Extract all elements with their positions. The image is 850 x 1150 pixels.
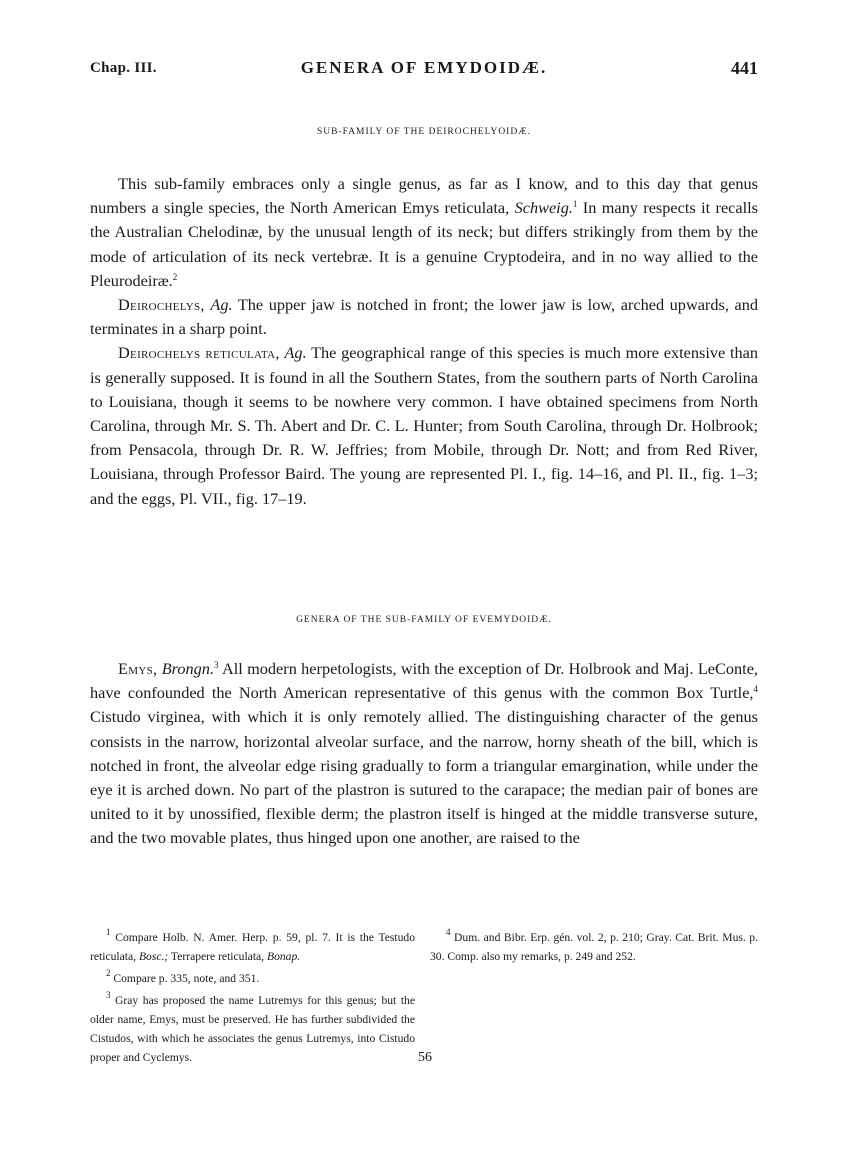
footnote-ref: 1 (572, 199, 578, 210)
footnote-2 (90, 969, 415, 988)
genus-name: Emys, (118, 659, 158, 678)
text-run: Gray has proposed the name Lutremys for this genus; but the older name, Emys, must be preserved. He has further subdivided the Cistudos, with which he associates the genus Lutremys, into Cistudo proper and Cyclemys. (90, 994, 415, 1064)
footnotes-left-column (90, 928, 415, 1070)
section-heading-evemydoidae: GENERA OF THE SUB-FAMILY OF EVEMYDOIDÆ. (296, 615, 552, 625)
text-run: Compare Holb. N. Amer. Herp. p. 59, pl. 7. It is the Testudo reticulata, (90, 931, 415, 963)
text-run: Compare p. 335, note, and 351. (110, 972, 260, 985)
section-body-deirochelyoidae (90, 172, 758, 511)
footnote-1 (90, 928, 415, 966)
author-citation: Schweig. (514, 198, 573, 218)
running-header (90, 58, 758, 84)
species-name: Deirochelys reticulata, (118, 343, 280, 363)
footnote-mark: 4 (446, 927, 451, 937)
running-title: GENERA OF EMYDOIDÆ. (300, 58, 548, 77)
author-citation: Bonap. (266, 950, 301, 963)
text-run: In many respects it recalls the Australian Chelodinæ, by the unusual length of its neck; but differs strikingly from them by the mode of articulation of its neck vertebræ. It is a genuine Cryptodeira, and in no way allied to the Pleurodeiræ. (90, 198, 759, 290)
author-citation: Brongn. (161, 659, 215, 678)
footnote-ref: 4 (753, 684, 758, 695)
text-run: Dum. and Bibr. Erp. gén. vol. 2, p. 210; Gray. Cat. Brit. Mus. p. 30. Comp. also my remarks, p. 249 and 252. (430, 931, 758, 963)
footnotes-right-column (430, 928, 758, 969)
genus-name: Deirochelys, (118, 295, 205, 315)
text-run: The upper jaw is notched in front; the lower jaw is low, arched upwards, and terminates in a sharp point. (90, 295, 758, 339)
text-run: Terrapere reticulata, (168, 950, 267, 963)
footnote-mark: 3 (106, 990, 111, 1000)
text-run: All modern herpetologists, with the exception of Dr. Holbrook and Maj. LeConte, have confounded the North American representative of this genus with the common Box Turtle, (90, 659, 758, 703)
footnote-4 (430, 928, 758, 966)
paragraph-intro (90, 172, 758, 293)
section-body-evemydoidae (90, 657, 758, 851)
footnote-ref: 2 (172, 271, 178, 282)
footnote-ref: 3 (214, 660, 219, 670)
text-run: Cistudo virginea, with which it is only remotely allied. The distinguishing character of the genus consists in the narrow, horizontal alveolar surface, and the narrow, horny sheath of the bill, which is notched in front, the alveolar edge rising gradually to form a triangular emargination, while under the eye it is arched down. No part of the plastron is sutured to the carapace; the median pair of bones are united to it by unossified, flexible derm; the plastron itself is hinged at the middle transverse suture, and the two movable plates, thus hinged upon one another, are raised to the (90, 707, 758, 848)
footnote-mark: 2 (106, 968, 111, 978)
footnote-mark: 1 (106, 927, 111, 937)
paragraph-emys (90, 657, 758, 851)
text-run: The geographical range of this species is much more extensive than is generally supposed. It is found in all the Southern States, from the southern parts of North Carolina to Louisiana, though it seems to be nowhere very common. I have obtained specimens from North Carolina, through Mr. S. Th. Abert and Dr. C. L. Hunter; from South Carolina, through Dr. Holbrook; from Pensacola, through Dr. R. W. Jeffries; from Mobile, through Dr. Nott; and from Red River, Louisiana, through Professor Baird. The young are represented Pl. I., fig. 14–16, and Pl. II., fig. 1–3; and the eggs, Pl. VII., fig. 17–19. (90, 343, 758, 508)
paragraph-species (90, 341, 758, 510)
paragraph-genus (90, 293, 758, 341)
author-citation: Bosc.; (138, 950, 169, 963)
signature-mark: 56 (418, 1050, 432, 1065)
chapter-label: Chap. III. (90, 60, 157, 76)
section-heading-deirochelyoidae: SUB-FAMILY OF THE DEIROCHELYOIDÆ. (316, 127, 532, 137)
text-run: This sub-family embraces only a single genus, as far as I know, and to this day that genus numbers a single species, the North American Emys reticulata, (90, 174, 758, 218)
page-number: 441 (731, 58, 758, 78)
author-citation: Ag. (210, 295, 233, 315)
author-citation: Ag. (284, 343, 307, 363)
